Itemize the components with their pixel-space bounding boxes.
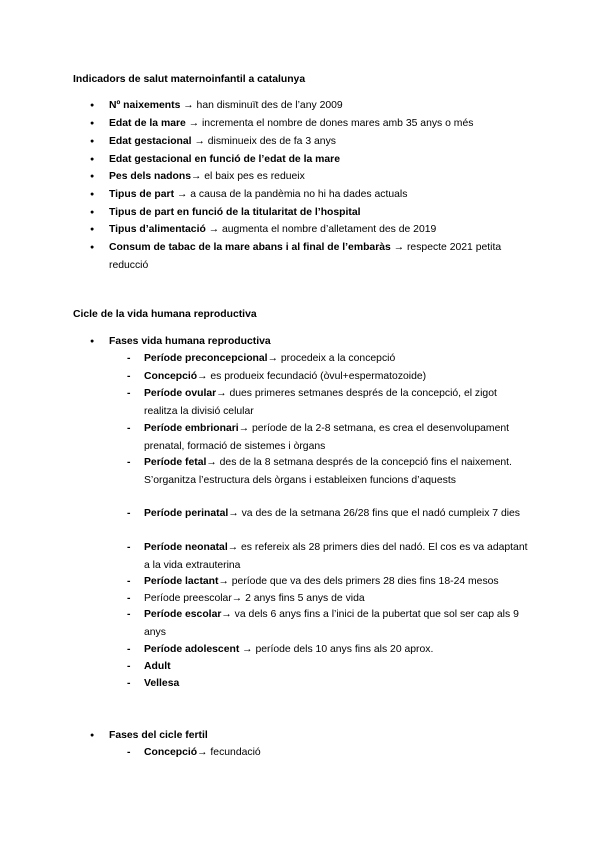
- phase-item: - Període fetal→ des de la 8 setmana després de la concepció fins el naixement. S’organitza l’estructura dels òrgans i estableixen funcions d’aquests: [127, 454, 533, 490]
- phase-item: - Període perinatal→ va des de la setmana 26/28 fins que el nadó cumpleix 7 dies: [127, 505, 533, 523]
- list-item: ● Tipus de part en funció de la titularitat de l’hospital: [90, 204, 530, 222]
- section-title-cicle: Cicle de la vida humana reproductiva: [73, 309, 257, 320]
- phase-item: - Període preescolar→ 2 anys fins 5 anys de vida: [127, 590, 533, 608]
- list-item: ● Edat gestacional en funció de l’edat de la mare: [90, 151, 530, 169]
- list-item: ● Tipus de part → a causa de la pandèmia no hi ha dades actuals: [90, 186, 530, 204]
- phase-item: - Vellesa: [127, 675, 533, 693]
- phase-item: - Període ovular→ dues primeres setmanes després de la concepció, el zigot realitza la divisió celular: [127, 385, 533, 421]
- phase-item: - Concepció→ fecundació: [127, 744, 533, 762]
- phase-item: - Període preconcepcional→ procedeix a la concepció: [127, 350, 533, 368]
- list-item: ● Fases del cicle fertil: [90, 727, 530, 745]
- list-item: ● Consum de tabac de la mare abans i al final de l’embaràs → respecte 2021 petita reducció: [90, 239, 530, 275]
- list-item: ● Edat de la mare → incrementa el nombre de dones mares amb 35 anys o més: [90, 115, 530, 133]
- list-item: ● Nº naixements → han disminuït des de l’any 2009: [90, 97, 530, 115]
- section-title-indicadors: Indicadors de salut maternoinfantil a catalunya: [73, 74, 306, 85]
- list-item: ● Edat gestacional → disminueix des de fa 3 anys: [90, 133, 530, 151]
- phase-item: - Període lactant→ període que va des dels primers 28 dies fins 18-24 mesos: [127, 573, 533, 591]
- phase-item: - Període escolar→ va dels 6 anys fins a l’inici de la pubertat que sol ser cap als 9 anys: [127, 606, 533, 642]
- phase-item: - Període adolescent → període dels 10 anys fins als 20 aprox.: [127, 641, 533, 659]
- list-item: ● Fases vida humana reproductiva: [90, 333, 530, 351]
- phase-item: - Adult: [127, 658, 533, 676]
- phase-item: - Període neonatal→ es refereix als 28 primers dies del nadó. El cos es va adaptant a la vida extrauterina: [127, 539, 533, 575]
- list-item: ● Pes dels nadons→ el baix pes es redueix: [90, 168, 530, 186]
- phase-item: - Període embrionari→ període de la 2-8 setmana, es crea el desenvolupament prenatal, formació de sistemes i òrgans: [127, 420, 533, 456]
- phase-item: - Concepció→ es produeix fecundació (òvul+espermatozoide): [127, 368, 533, 386]
- list-item: ● Tipus d’alimentació → augmenta el nombre d’alletament des de 2019: [90, 221, 530, 239]
